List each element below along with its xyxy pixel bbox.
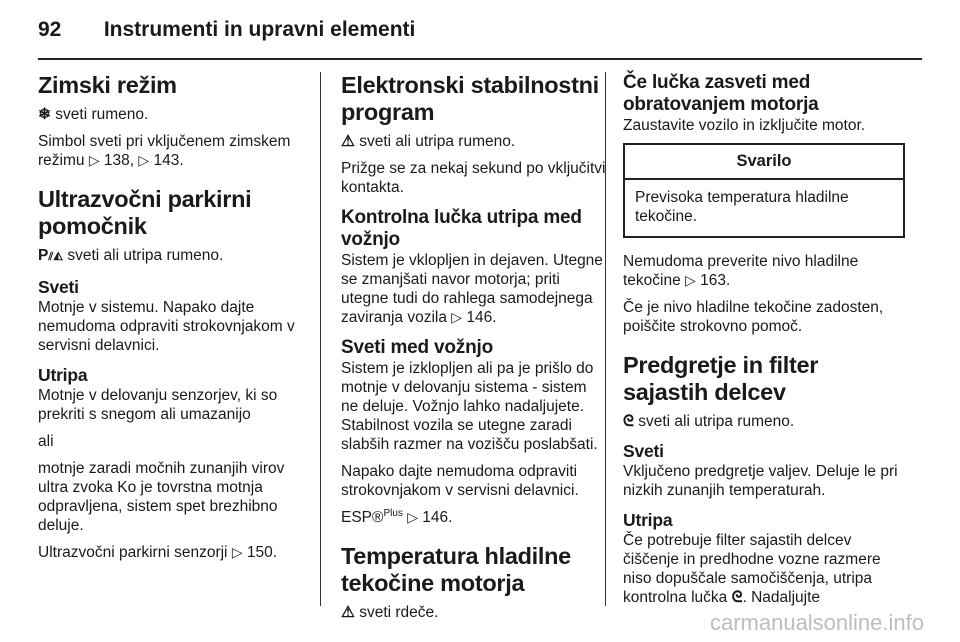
parking-flash-text2: motnje zaradi močnih zunanjih virov ultra zvoka Ko je tovrstna motnja odpravljena, sistem spet brezhibno deluje.	[38, 460, 285, 534]
glow-plug-icon: ᘓ	[731, 589, 743, 606]
section-heading-winter: Zimski režim	[38, 72, 177, 98]
column-2	[341, 72, 607, 630]
ref-arrow-icon: ▷	[685, 272, 696, 288]
section-heading-glow: Predgretje in filter sajastih delcev	[623, 352, 819, 405]
watermark: carmanualsonline.info	[709, 610, 924, 635]
parking-flash-text: Motnje v delovanju senzorjev, ki so prekriti s snegom ali umazanijo	[38, 387, 278, 423]
glow-flash-text: Če potrebuje filter sajastih delcev čiščenje in predhodne vozne razmere niso dopuščale samočiščenja, utripa kontrolna lučka ᘓ. Nadaljujte	[623, 532, 881, 606]
section-heading-coolant: Temperatura hladilne tekočine motorja	[341, 543, 571, 596]
glow-lit-heading: Sveti	[623, 441, 664, 461]
esp-lit-heading: Sveti med vožnjo	[341, 337, 494, 358]
snowflake-icon: ❄	[38, 106, 51, 123]
header-title: Instrumenti in upravni elementi	[103, 18, 416, 41]
ref-arrow-icon: ▷	[451, 309, 463, 325]
parking-lit-text: Motnje v sistemu. Napako dajte nemudoma odpraviti strokovnjakom v servisni delavnici.	[38, 299, 295, 354]
glow-flash-heading: Utripa	[623, 510, 673, 530]
column-1	[38, 72, 304, 570]
coolant-temperature-icon: ⚠	[341, 604, 355, 621]
parking-flash-heading: Utripa	[38, 365, 88, 385]
ref-arrow-icon: ▷	[138, 152, 150, 168]
parking-sensors-ref: Ultrazvočni parkirni senzorji ▷ 150.	[38, 544, 278, 561]
esp-lit-text: Sistem je izklopljen ali pa je prišlo do motnje v delovanju sistema - sistem ne deluje. Vožnjo lahko nadaljujete. Stabilnost vozila se utegne zaradi slabših razmer na vozišču poslabšati.	[341, 360, 598, 453]
ref-arrow-icon: ▷	[231, 544, 243, 560]
ref-arrow-icon: ▷	[407, 509, 418, 525]
esp-flash-text: Sistem je vklopljen in dejaven. Utegne se zmanjšati navor motorja; priti utegne tudi do rahlega samodejnega zaviranja vozila ▷ 146.	[341, 252, 603, 326]
page-number: 92	[38, 18, 62, 41]
section-heading-parking: Ultrazvočni parkirni pomočnik	[38, 186, 252, 239]
coolant-help-text: Če je nivo hladilne tekočine zadosten, poiščite strokovno pomoč.	[623, 299, 884, 335]
esp-flash-heading: Kontrolna lučka utripa med vožnjo	[341, 207, 582, 250]
esp-status: ⚠ sveti ali utripa rumeno.	[341, 133, 516, 150]
esp-intro: Prižge se za nekaj sekund po vključitvi kontakta.	[341, 160, 606, 196]
esp-repair-text: Napako dajte nemudoma odpraviti strokovnjakom v servisni delavnici.	[341, 463, 579, 499]
parking-or: ali	[38, 433, 54, 450]
parking-sensor-icon: P	[38, 247, 49, 264]
column-3	[623, 72, 905, 615]
warm-text: Zaustavite vozilo in izključite motor.	[623, 117, 866, 134]
glow-plug-icon: ᘓ	[623, 413, 634, 430]
parking-status: P⫽◭ sveti ali utripa rumeno.	[38, 247, 224, 264]
column-divider	[320, 72, 321, 606]
winter-status: ❄ sveti rumeno.	[38, 106, 149, 123]
header-rule	[38, 58, 922, 60]
coolant-status: ⚠ sveti rdeče.	[341, 604, 439, 621]
glow-status: ᘓ sveti ali utripa rumeno.	[623, 413, 795, 430]
page-header	[38, 18, 415, 48]
warning-box-text: Previsoka temperatura hladilne tekočine.	[635, 189, 849, 225]
esp-plus-ref: ESP®$^{Plus}$ ▷ 146.	[341, 507, 453, 526]
warning-box-title: Svarilo	[625, 145, 903, 180]
glow-lit-text: Vključeno predgretje valjev. Deluje le pri nizkih zunanjih temperaturah.	[623, 463, 898, 499]
esp-skid-car-icon: ⚠	[341, 133, 355, 150]
parking-lit-heading: Sveti	[38, 277, 79, 297]
section-heading-warm: Če lučka zasveti med obratovanjem motorja	[623, 72, 819, 115]
coolant-check-text: Nemudoma preverite nivo hladilne tekočine ▷ 163.	[623, 253, 859, 289]
winter-text: Simbol sveti pri vključenem zimskem režimu ▷ 138, ▷ 143.	[38, 133, 291, 169]
warning-box	[623, 143, 905, 238]
ref-arrow-icon: ▷	[88, 152, 100, 168]
section-heading-esp: Elektronski stabilnostni program	[341, 72, 599, 125]
